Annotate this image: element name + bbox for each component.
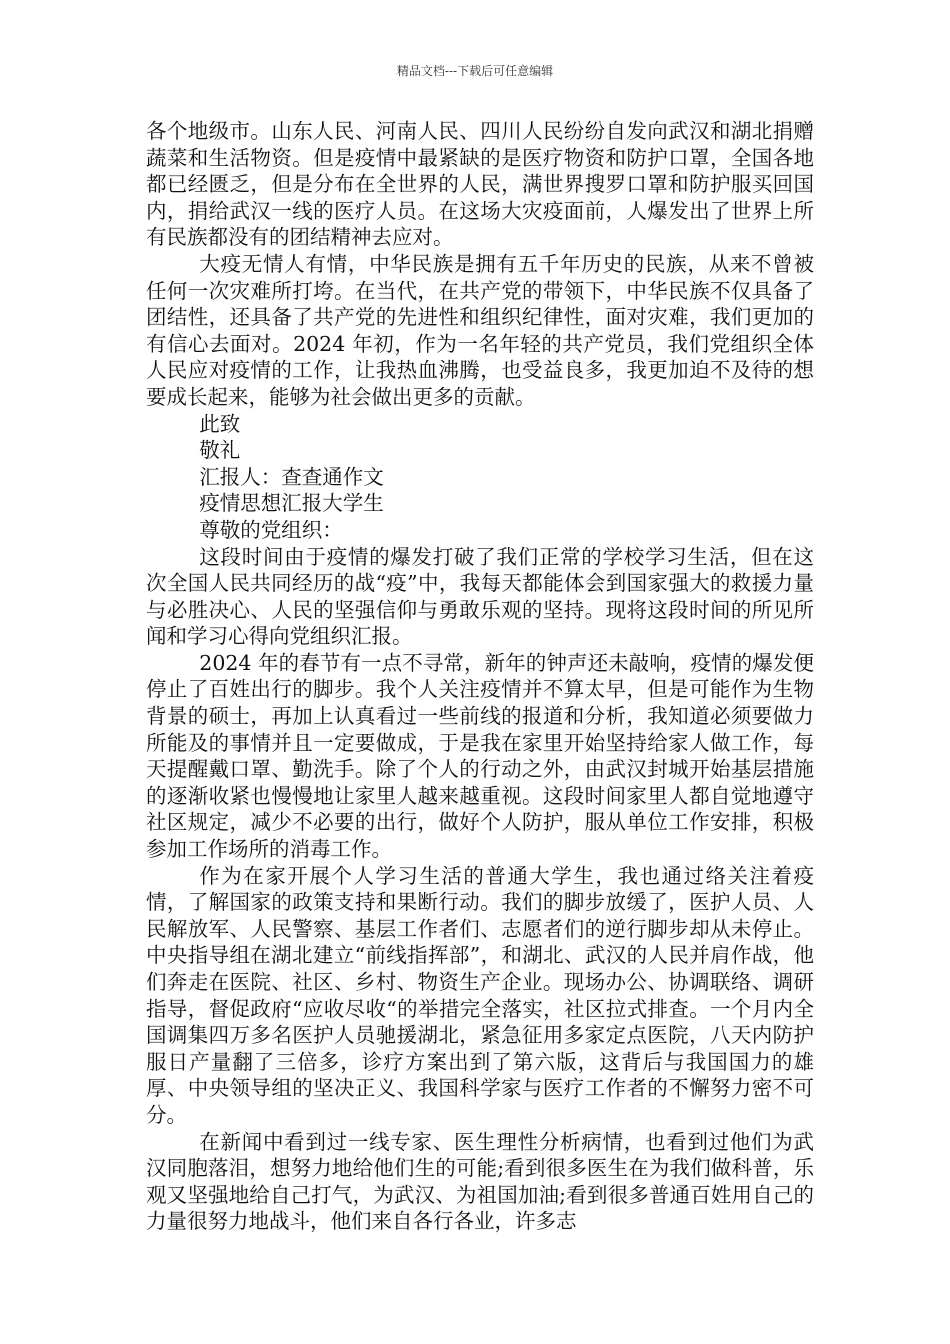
page-header: 精品文档---下载后可任意编辑 xyxy=(396,64,554,78)
paragraph: 2024 年的春节有一点不寻常，新年的钟声还未敲响，疫情的爆发便停止了百姓出行的脚步。我个人关注疫情并不算太早，但是可能作为生物背景的硕士，再加上认真看过一些前线的报道和分析，我知道必须要做力所能及的事情并且一定要做成，于是我在家里开始坚持给家人做工作，每天提醒戴口罩、勤洗手。除了个人的行动之外，由武汉封城开始基层措施的逐渐收紧也慢慢地让家里人越来越重视。这段时间家里人都自觉地遵守社区规定，减少不必要的出行，做好个人防护，服从单位工作安排，积极参加工作场所的消毒工作。 xyxy=(146,650,814,862)
section-title: 疫情思想汇报大学生 xyxy=(199,491,384,516)
closing-regards: 敬礼 xyxy=(199,438,241,463)
document-body xyxy=(146,118,814,1235)
paragraph: 各个地级市。山东人民、河南人民、四川人民纷纷自发向武汉和湖北捐赠蔬菜和生活物资。但是疫情中最紧缺的是医疗物资和防护口罩，全国各地都已经匮乏，但是分布在全世界的人民，满世界搜罗口罩和防护服买回国内，捐给武汉一线的医疗人员。在这场大灾疫面前，人爆发出了世界上所有民族都没有的团结精神去应对。 xyxy=(146,119,814,250)
greeting: 尊敬的党组织： xyxy=(199,517,343,542)
paragraph: 大疫无情人有情，中华民族是拥有五千年历史的民族，从来不曾被任何一次灾难所打垮。在当代，在共产党的带领下，中华民族不仅具备了团结性，还具备了共产党的先进性和组织纪律性，面对灾难，我们更加的有信心去面对。2024 年初，作为一名年轻的共产党员，我们党组织全体人民应对疫情的工作，让我热血沸腾，也受益良多，我更加迫不及待的想要成长起来，能够为社会做出更多的贡献。 xyxy=(146,251,814,409)
paragraph: 在新闻中看到过一线专家、医生理性分析病情，也看到过他们为武汉同胞落泪，想努力地给他们生的可能;看到很多医生在为我们做科普，乐观又坚强地给自己打气，为武汉、为祖国加油;看到很多普通百姓用自己的力量很努力地战斗，他们来自各行各业，许多志 xyxy=(146,1129,814,1234)
closing-salutation: 此致 xyxy=(199,411,241,436)
paragraph: 作为在家开展个人学习生活的普通大学生，我也通过络关注着疫情，了解国家的政策支持和果断行动。我们的脚步放缓了，医护人员、人民解放军、人民警察、基层工作者们、志愿者们的逆行脚步却从未停止。中央指导组在湖北建立“前线指挥部”，和湖北、武汉的人民并肩作战，他们奔走在医院、社区、乡村、物资生产企业。现场办公、协调联络、调研指导，督促政府“应收尽收“的举措完全落实，社区拉式排查。一个月内全国调集四万多名医护人员驰援湖北，紧急征用多家定点医院，八天内防护服日产量翻了三倍多，诊疗方案出到了第六版，这背后与我国国力的雄厚、中央领导组的坚决正义、我国科学家与医疗工作者的不懈努力密不可分。 xyxy=(146,863,814,1127)
paragraph: 这段时间由于疫情的爆发打破了我们正常的学校学习生活，但在这次全国人民共同经历的战“疫”中，我每天都能体会到国家强大的救援力量与必胜决心、人民的坚强信仰与勇敢乐观的坚持。现将这段时间的所见所闻和学习心得向党组织汇报。 xyxy=(146,544,814,649)
reporter-signature: 汇报人：查查通作文 xyxy=(199,464,384,489)
